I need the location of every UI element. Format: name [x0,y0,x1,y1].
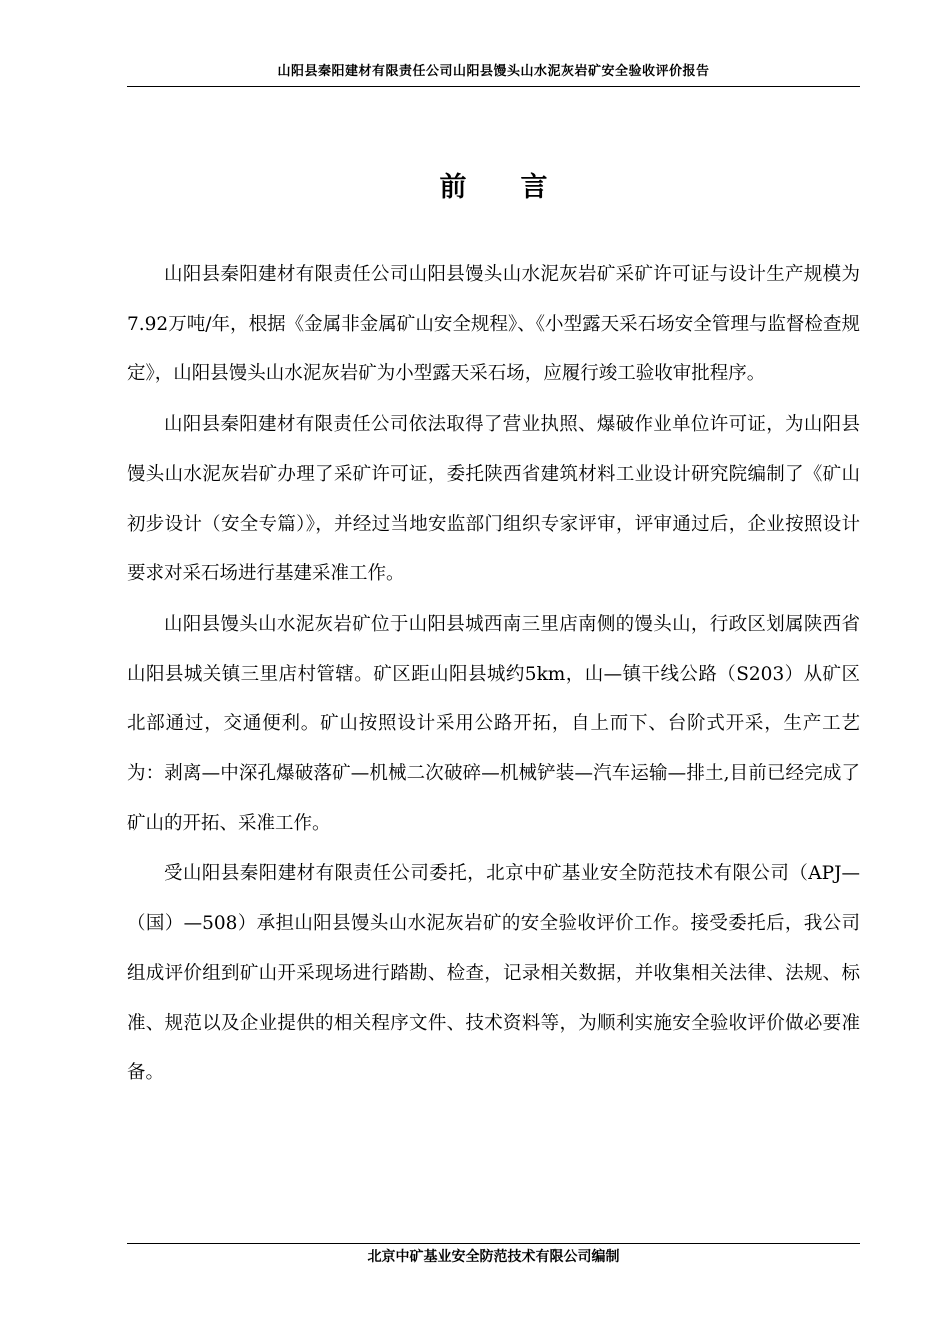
running-footer: 北京中矿基业安全防范技术有限公司编制 [367,1249,620,1265]
paragraph-4: 受山阳县秦阳建材有限责任公司委托，北京中矿基业安全防范技术有限公司（APJ—（国）—508）承担山阳县馒头山水泥灰岩矿的安全验收评价工作。接受委托后，我公司组成评价组到矿山开采现场进行踏勘、检查，记录相关数据，并收集相关法律、法规、标准、规范以及企业提供的相关程序文件、技术资料等，为顺利实施安全验收评价做必要准备。 [127,863,860,1084]
running-header: 山阳县秦阳建材有限责任公司山阳县馒头山水泥灰岩矿安全验收评价报告 [277,64,710,79]
footer-divider [127,1243,860,1244]
paragraph-2: 山阳县秦阳建材有限责任公司依法取得了营业执照、爆破作业单位许可证，为山阳县馒头山水泥灰岩矿办理了采矿许可证，委托陕西省建筑材料工业设计研究院编制了《矿山初步设计（安全专篇）》，并经过当地安监部门组织专家评审，评审通过后，企业按照设计要求对采石场进行基建采准工作。 [127,414,860,585]
document-body [127,250,860,1098]
header-divider [127,86,860,87]
paragraph-3: 山阳县馒头山水泥灰岩矿位于山阳县城西南三里店南侧的馒头山，行政区划属陕西省山阳县城关镇三里店村管辖。矿区距山阳县城约5km，山—镇干线公路（S203）从矿区北部通过，交通便利。矿山按照设计采用公路开拓，自上而下、台阶式开采，生产工艺为：剥离—中深孔爆破落矿—机械二次破碎—机械铲装—汽车运输—排土,目前已经完成了矿山的开拓、采准工作。 [127,613,860,834]
page-title: 前 言 [439,172,548,204]
paragraph-1: 山阳县秦阳建材有限责任公司山阳县馒头山水泥灰岩矿采矿许可证与设计生产规模为7.92万吨/年，根据《金属非金属矿山安全规程》、《小型露天采石场安全管理与监督检查规定》，山阳县馒头山水泥灰岩矿为小型露天采石场，应履行竣工验收审批程序。 [127,264,860,385]
